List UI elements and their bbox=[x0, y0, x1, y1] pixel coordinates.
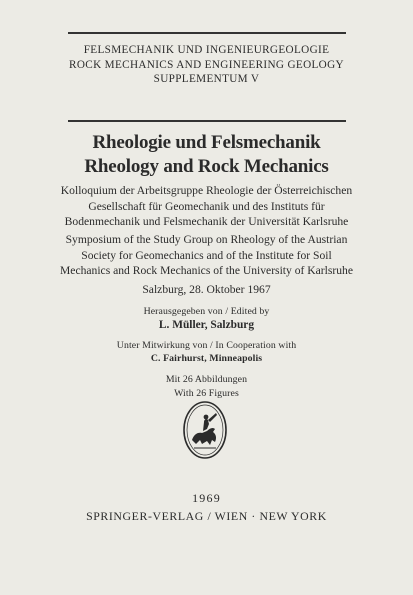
springer-horseman-seal-icon bbox=[182, 400, 228, 460]
series-title bbox=[0, 43, 413, 87]
description-de-line: Kolloquium der Arbeitsgruppe Rheologie der Österreichischen bbox=[60, 184, 353, 197]
description-en-line: Symposium of the Study Group on Rheology of the Austrian bbox=[65, 233, 348, 246]
cooperation-name: C. Fairhurst, Minneapolis bbox=[150, 353, 263, 364]
description-english bbox=[0, 232, 413, 279]
series-rule-bottom bbox=[68, 120, 346, 122]
description-de-line: Bodenmechanik und Felsmechanik der Universität Karlsruhe bbox=[64, 215, 349, 229]
editor-label: Herausgegeben von / Edited by bbox=[143, 306, 270, 317]
figures-english: With 26 Figures bbox=[174, 388, 239, 399]
publication-year: 1969 bbox=[192, 491, 221, 505]
place-date: Salzburg, 28. Oktober 1967 bbox=[142, 283, 271, 296]
book-title bbox=[0, 131, 413, 179]
title-english: Rheology and Rock Mechanics bbox=[84, 156, 329, 177]
description-german bbox=[0, 183, 413, 230]
series-supplement: SUPPLEMENTUM V bbox=[153, 73, 260, 85]
series-line-english: ROCK MECHANICS AND ENGINEERING GEOLOGY bbox=[69, 58, 344, 71]
figures-german: Mit 26 Abbildungen bbox=[165, 374, 248, 385]
series-rule-top bbox=[68, 32, 346, 34]
series-line-german: FELSMECHANIK UND INGENIEURGEOLOGIE bbox=[83, 44, 330, 56]
editor-name: L. Müller, Salzburg bbox=[158, 319, 255, 331]
cooperation-label: Unter Mitwirkung von / In Cooperation with bbox=[116, 340, 297, 351]
title-german: Rheologie und Felsmechanik bbox=[92, 132, 321, 153]
description-en-line: Mechanics and Rock Mechanics of the University of Karlsruhe bbox=[60, 264, 353, 278]
description-de-line: Gesellschaft für Geomechanik und des Instituts für bbox=[88, 199, 325, 213]
publisher-imprint: SPRINGER-VERLAG / WIEN · NEW YORK bbox=[86, 509, 327, 523]
description-en-line: Society for Geomechanics and of the Institute for Soil bbox=[81, 248, 332, 262]
